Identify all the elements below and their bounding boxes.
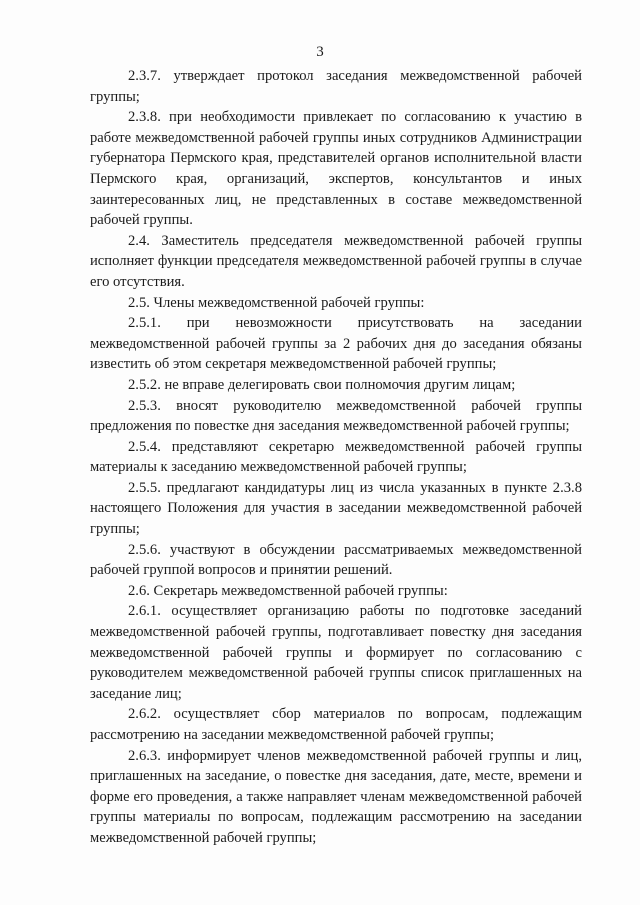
paragraph-2-3-7: 2.3.7. утверждает протокол заседания межведомственной рабочей группы; (90, 68, 582, 105)
paragraph-2-6: 2.6. Секретарь межведомственной рабочей группы: (128, 582, 448, 599)
document-body (90, 66, 582, 849)
paragraph-2-5-5: 2.5.5. предлагают кандидатуры лиц из числа указанных в пункте 2.3.8 настоящего Положения для участия в заседании межведомственной рабочей группы; (90, 479, 582, 538)
paragraph-2-5-6: 2.5.6. участвуют в обсуждении рассматриваемых межведомственной рабочей группой вопросов и принятии решений. (90, 541, 582, 579)
paragraph-2-4: 2.4. Заместитель председателя межведомственной рабочей группы исполняет функции председателя межведомственной рабочей группы в случае его отсутствия. (90, 232, 582, 290)
paragraph-2-6-1: 2.6.1. осуществляет организацию работы по подготовке заседаний межведомственной рабочей группы, подготавливает повестку дня заседания межведомственной рабочей группы и формирует по согласованию с руководителем межведомственной рабочей группы список приглашенных на заседание лиц; (90, 603, 582, 702)
paragraph-2-5-4: 2.5.4. представляют секретарю межведомственной рабочей группы материалы к заседанию межведомственной рабочей группы; (90, 438, 582, 476)
paragraph-2-6-3: 2.6.3. информирует членов межведомственной рабочей группы и лиц, приглашенных на заседание, о повестке дня заседания, дате, месте, времени и форме его проведения, а также направляет членам межведомственной рабочей группы материалы по вопросам, подлежащим рассмотрению на заседании межведомственной рабочей группы; (90, 747, 582, 846)
paragraph-2-5-2: 2.5.2. не вправе делегировать свои полномочия другим лицам; (128, 376, 516, 393)
paragraph-2-6-2: 2.6.2. осуществляет сбор материалов по вопросам, подлежащим рассмотрению на заседании межведомственной рабочей группы; (90, 706, 582, 743)
paragraph-2-5-3: 2.5.3. вносят руководителю межведомственной рабочей группы предложения по повестке дня заседания межведомственной рабочей группы; (90, 397, 582, 435)
page-number: 3 (316, 44, 324, 60)
paragraph-2-3-8: 2.3.8. при необходимости привлекает по согласованию к участию в работе межведомственной рабочей группы иных сотрудников Администрации губернатора Пермского края, представителей органов исполнительной власти Пермского края, организаций, экспертов, консультантов и иных заинтересованных лиц, не представленных в составе межведомственной рабочей группы. (90, 109, 582, 229)
paragraph-2-5: 2.5. Члены межведомственной рабочей группы: (128, 294, 425, 311)
paragraph-2-5-1: 2.5.1. при невозможности присутствовать на заседании межведомственной рабочей группы за 2 рабочих дня до заседания обязаны известить об этом секретаря межведомственной рабочей группы; (90, 315, 582, 373)
